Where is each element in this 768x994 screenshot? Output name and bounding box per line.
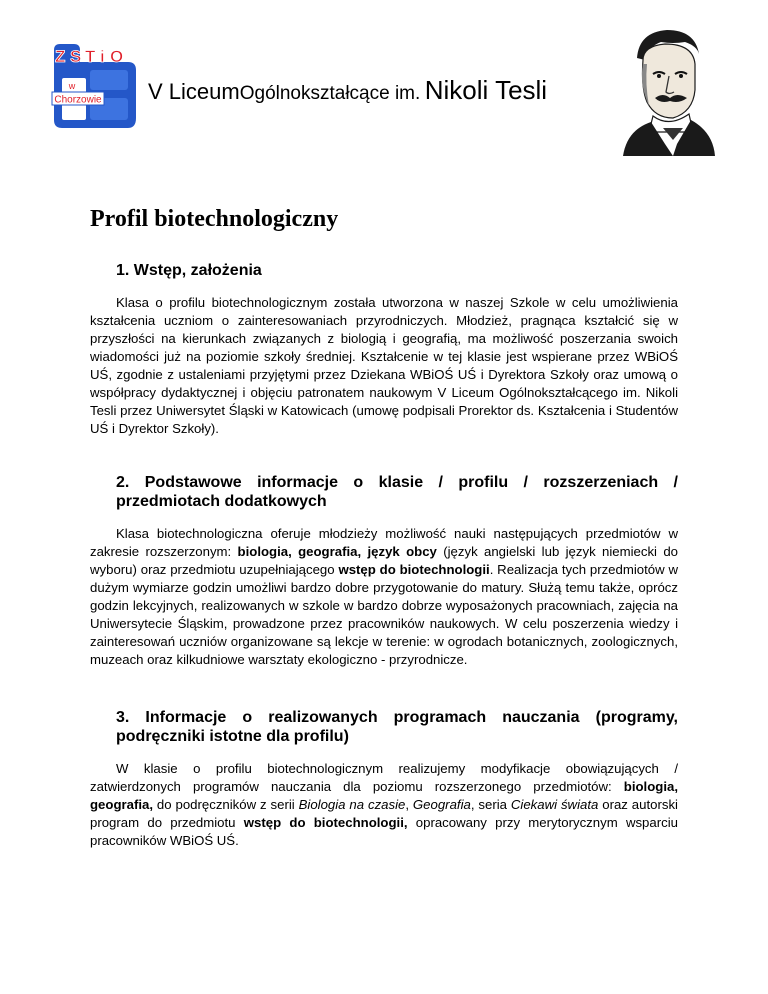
text-run: W klasie o profilu biotechnologicznym realizujemy modyfikacje obowiązujących / zatwierdzonych programów nauczania dla poziomu rozszerzonego przedmiotów: [90,761,678,794]
text-run: (język angielski lub język niemiecki do wyboru) oraz przedmiotu uzupełniającego [90,544,679,577]
section-programs [90,708,678,850]
section-paragraph [90,760,678,850]
italic-series-title: Ciekawi świata [510,797,599,812]
bold-subjects: biologia, geografia, [90,779,678,812]
logo-w: w [68,81,76,91]
text-run: oraz autorski program do przedmiotu [90,797,678,830]
text-run: do podręczników z serii [153,797,299,812]
italic-book-title: Geografia [412,797,471,812]
school-name-part3: Nikoli Tesli [424,75,548,105]
text-run: Klasa biotechnologiczna oferuje młodzieży możliwość nauki następujących przedmiotów w zakresie rozszerzonym: [90,526,678,559]
section-basic-info [90,473,678,669]
bold-subject-biotech: wstęp do biotechnologii, [243,815,408,830]
bold-subjects: biologia, geografia, język obcy [237,544,437,559]
section-intro [90,261,678,438]
section-paragraph: Klasa o profilu biotechnologicznym została utworzona w naszej Szkole w celu umożliwienia kształcenia uczniom o zainteresowaniach przyrodniczych. Młodzież, pragnąca kształcić się w przyszłości na kierunkach związanych z biologią i geografią, ma możliwość poszerzania swoich wiadomości już na poziomie szkoły średniej. Kształcenie w tej klasie jest wspierane przez WBiOŚ UŚ, zgodnie z ustaleniami przyjętymi przez Dziekana WBiOŚ UŚ i Dyrektora Szkoły oraz umową o współpracy dydaktycznej i objęciu patronatem naukowym V Liceum Ogólnokształcącego im. Nikoli Tesli przez Uniwersytet Śląski w Katowicach (umowę podpisali Prorektor ds. Kształcenia i Studentów UŚ i Dyrektor Szkoły). [90,295,678,436]
logo-letter-t: T [85,47,96,66]
logo-city: Chorzowie [54,94,102,106]
school-name [148,77,547,103]
italic-book-title: Biologia na czasie [298,797,406,812]
school-name-part1: V Liceum [148,79,240,104]
logo-letter-z: Z [55,47,66,66]
bold-subject-biotech: wstęp do biotechnologii [338,562,490,577]
text-run: . Realizacja tych przedmiotów w dużym wymiarze godzin umożliwi bardzo dobre przygotowanie do matury. Służą temu także, oprócz godzin lekcyjnych, realizowanych w szkole w bardzo dobrze wyposażonych pracowniach, zajęcia na Uniwersytecie Śląskim, prowadzone przez pracowników naukowych. W celu poszerzenia wiedzy i zainteresowań uczniów organizowane są lekcje w terenie: w ogrodach botanicznych, zoologicznych, muzeach oraz kilkudniowe warsztaty ekologiczno - przyrodnicze. [90,562,678,667]
text-run: , [405,797,413,812]
page-title: Profil biotechnologiczny [90,206,339,232]
school-logo [50,40,140,132]
section-heading: 1. Wstęp, założenia [116,262,262,279]
logo-letter-s: S [70,47,82,66]
logo-letter-o: O [110,47,124,66]
text-run: opracowany przy merytorycznym wsparciu pracowników WBiOŚ UŚ. [90,815,678,848]
school-name-part2: Ogólnokształcące im. [239,83,421,104]
section-heading: 2. Podstawowe informacje o klasie / profilu / rozszerzeniach / przedmiotach dodatkowych [116,474,678,510]
logo-letter-i: i [100,47,105,66]
text-run: , seria [470,797,511,812]
section-paragraph [90,525,678,669]
section-heading: 3. Informacje o realizowanych programach nauczania (programy, podręczniki istotne dla profilu) [116,709,678,745]
tesla-portrait [603,24,725,156]
